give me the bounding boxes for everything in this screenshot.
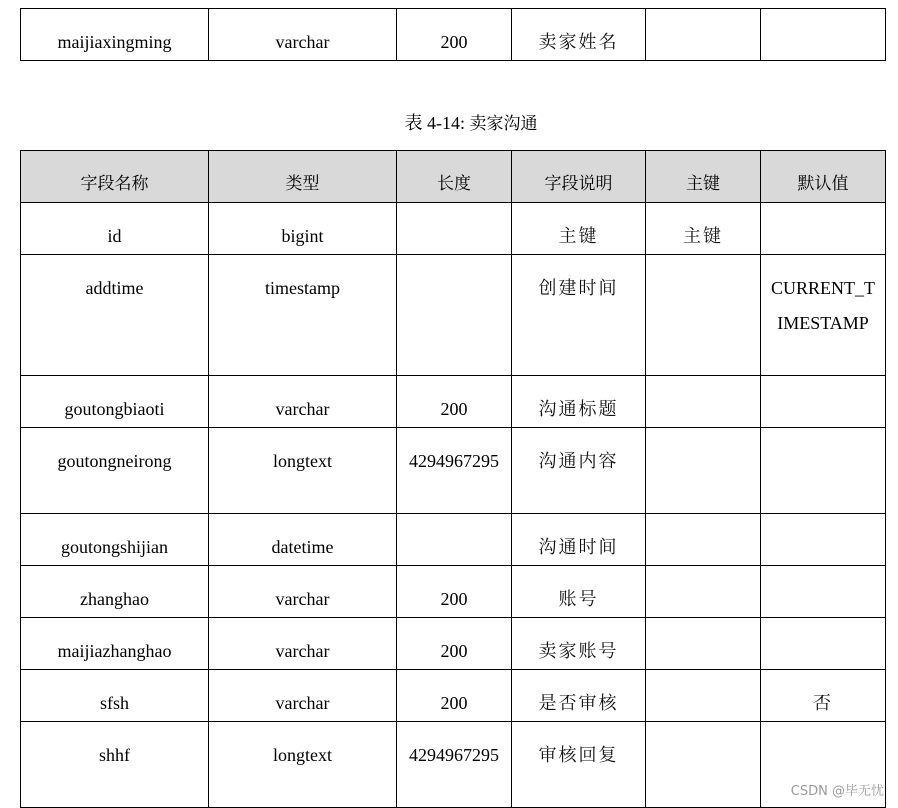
- cell-field-name: maijiazhanghao: [21, 618, 209, 670]
- cell-field-name: goutongneirong: [21, 428, 209, 514]
- cell-description: 主键: [512, 203, 646, 255]
- cell-default: CURRENT_TIMESTAMP: [761, 255, 886, 376]
- table-caption: [0, 110, 898, 137]
- cell-primary-key: [646, 514, 761, 566]
- cell-primary-key: [646, 255, 761, 376]
- header-length: 长度: [397, 151, 512, 203]
- previous-table-tail: [20, 8, 886, 61]
- cell-description: 卖家账号: [512, 618, 646, 670]
- table-row: [21, 566, 886, 618]
- caption-separator: :: [459, 113, 465, 133]
- cell-primary-key: [646, 722, 761, 808]
- cell-field-name: maijiaxingming: [21, 9, 209, 61]
- cell-primary-key: 主键: [646, 203, 761, 255]
- header-default: 默认值: [761, 151, 886, 203]
- cell-field-name: goutongbiaoti: [21, 376, 209, 428]
- header-primary-key: 主键: [646, 151, 761, 203]
- cell-type: longtext: [209, 428, 397, 514]
- cell-type: varchar: [209, 9, 397, 61]
- cell-field-name: sfsh: [21, 670, 209, 722]
- cell-primary-key: [646, 670, 761, 722]
- cell-type: varchar: [209, 376, 397, 428]
- cell-primary-key: [646, 618, 761, 670]
- cell-length: 4294967295: [397, 722, 512, 808]
- cell-field-name: zhanghao: [21, 566, 209, 618]
- header-row: [21, 151, 886, 203]
- cell-type: varchar: [209, 566, 397, 618]
- cell-length: 200: [397, 566, 512, 618]
- cell-field-name: goutongshijian: [21, 514, 209, 566]
- table-row: [21, 514, 886, 566]
- header-type: 类型: [209, 151, 397, 203]
- cell-description: 是否审核: [512, 670, 646, 722]
- cell-type: datetime: [209, 514, 397, 566]
- cell-length: 200: [397, 618, 512, 670]
- header-field-name: 字段名称: [21, 151, 209, 203]
- cell-field-name: shhf: [21, 722, 209, 808]
- table-row: [21, 376, 886, 428]
- cell-default: [761, 514, 886, 566]
- cell-default: [761, 566, 886, 618]
- cell-type: timestamp: [209, 255, 397, 376]
- cell-length: 200: [397, 9, 512, 61]
- cell-primary-key: [646, 9, 761, 61]
- cell-field-name: addtime: [21, 255, 209, 376]
- cell-default: [761, 428, 886, 514]
- cell-length: 4294967295: [397, 428, 512, 514]
- table-row: [21, 618, 886, 670]
- cell-default: [761, 9, 886, 61]
- cell-length: [397, 255, 512, 376]
- cell-default: [761, 203, 886, 255]
- cell-type: longtext: [209, 722, 397, 808]
- cell-description: 卖家姓名: [512, 9, 646, 61]
- cell-description: 沟通内容: [512, 428, 646, 514]
- cell-description: 创建时间: [512, 255, 646, 376]
- cell-primary-key: [646, 428, 761, 514]
- cell-default: 否: [761, 670, 886, 722]
- cell-field-name: id: [21, 203, 209, 255]
- table-row: [21, 9, 886, 61]
- field-table: [20, 150, 886, 808]
- cell-type: varchar: [209, 618, 397, 670]
- cell-length: 200: [397, 670, 512, 722]
- cell-primary-key: [646, 376, 761, 428]
- watermark: CSDN @毕无忧: [790, 784, 884, 799]
- table-row: [21, 670, 886, 722]
- cell-default: [761, 618, 886, 670]
- table-row: [21, 255, 886, 376]
- cell-description: 沟通时间: [512, 514, 646, 566]
- cell-primary-key: [646, 566, 761, 618]
- header-description: 字段说明: [512, 151, 646, 203]
- cell-length: 200: [397, 376, 512, 428]
- caption-number: 表 4-14: [404, 113, 460, 133]
- table-row: [21, 428, 886, 514]
- cell-description: 账号: [512, 566, 646, 618]
- cell-type: bigint: [209, 203, 397, 255]
- table-row: [21, 203, 886, 255]
- caption-title: 卖家沟通: [469, 114, 538, 134]
- cell-description: 沟通标题: [512, 376, 646, 428]
- table-row: [21, 722, 886, 808]
- cell-description: 审核回复: [512, 722, 646, 808]
- cell-default: [761, 376, 886, 428]
- cell-length: [397, 514, 512, 566]
- cell-type: varchar: [209, 670, 397, 722]
- cell-length: [397, 203, 512, 255]
